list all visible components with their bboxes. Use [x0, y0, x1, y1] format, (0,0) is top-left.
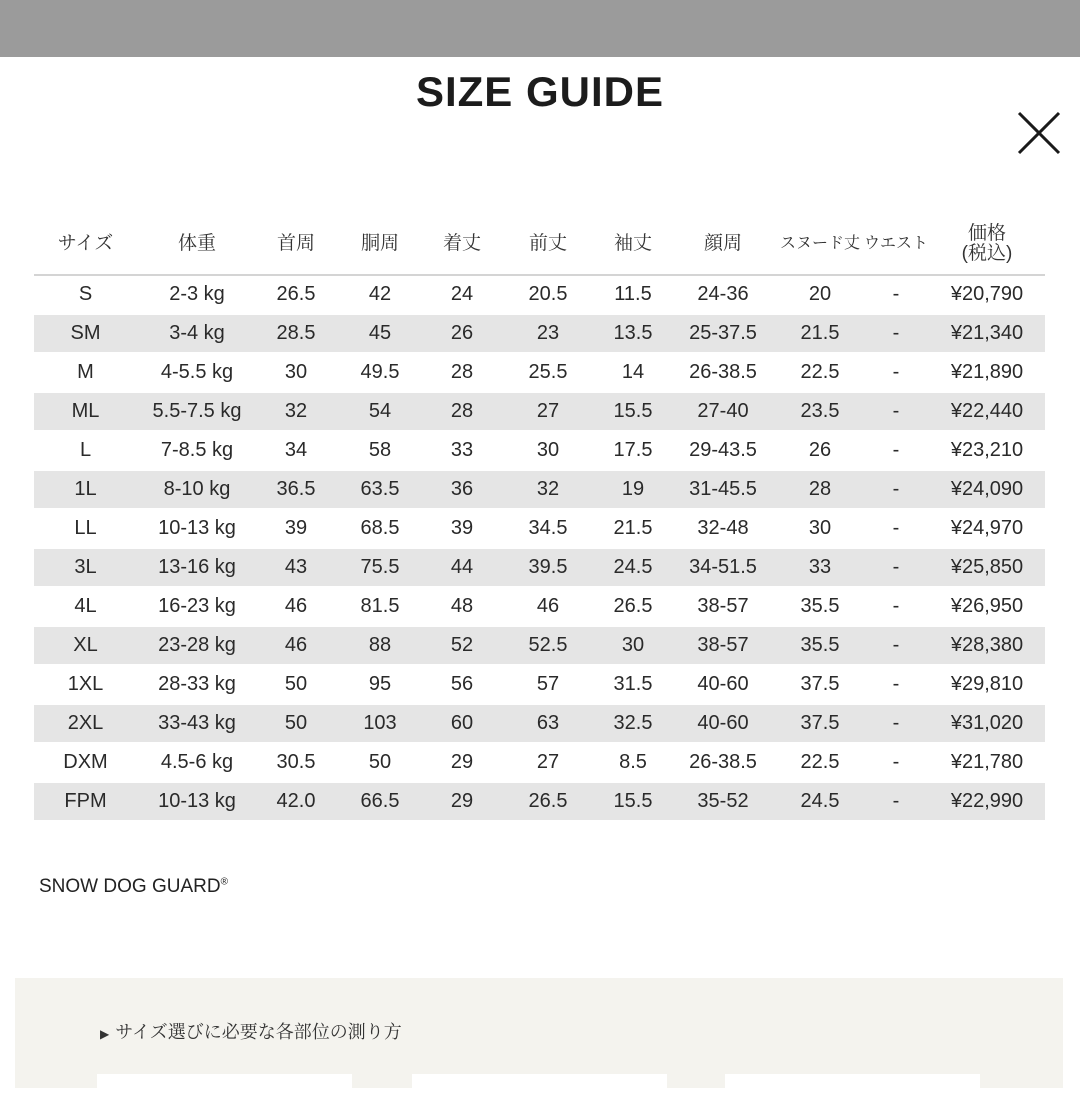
table-cell: 27-40 [669, 392, 777, 431]
table-cell: 13-16 kg [137, 548, 257, 587]
table-row [34, 587, 1045, 626]
table-cell: M [34, 353, 137, 392]
table-cell: 38-57 [669, 626, 777, 665]
table-row [34, 704, 1045, 743]
guide-card[interactable] [97, 1074, 352, 1094]
table-cell: L [34, 431, 137, 470]
table-header-row [34, 214, 1045, 275]
table-cell: 15.5 [597, 392, 669, 431]
table-cell: 15.5 [597, 782, 669, 820]
table-row [34, 431, 1045, 470]
table-cell: DXM [34, 743, 137, 782]
table-cell: SM [34, 314, 137, 353]
table-cell: 36.5 [257, 470, 335, 509]
table-cell: 44 [425, 548, 499, 587]
table-cell: ¥28,380 [929, 626, 1045, 665]
table-cell: 33-43 kg [137, 704, 257, 743]
column-header: 体重 [137, 214, 257, 275]
table-cell: 3L [34, 548, 137, 587]
table-cell: 34-51.5 [669, 548, 777, 587]
measurement-panel [15, 978, 1063, 1088]
table-cell: 88 [335, 626, 425, 665]
table-cell: 24 [425, 275, 499, 314]
table-cell: 23-28 kg [137, 626, 257, 665]
table-cell: 60 [425, 704, 499, 743]
table-cell: 1L [34, 470, 137, 509]
table-cell: 29-43.5 [669, 431, 777, 470]
column-header: ウエスト [863, 214, 929, 275]
table-cell: 33 [425, 431, 499, 470]
table-cell: 31-45.5 [669, 470, 777, 509]
table-cell: 95 [335, 665, 425, 704]
table-cell: 4.5-6 kg [137, 743, 257, 782]
table-cell: 29 [425, 782, 499, 820]
table-cell: ¥20,790 [929, 275, 1045, 314]
table-cell: 81.5 [335, 587, 425, 626]
size-table [34, 214, 1045, 820]
table-cell: LL [34, 509, 137, 548]
table-cell: 20 [777, 275, 863, 314]
table-cell: 26-38.5 [669, 353, 777, 392]
table-cell: - [863, 314, 929, 353]
table-cell: - [863, 392, 929, 431]
table-cell: ¥24,090 [929, 470, 1045, 509]
table-cell: 24.5 [597, 548, 669, 587]
table-cell: 16-23 kg [137, 587, 257, 626]
table-cell: 26 [777, 431, 863, 470]
table-row [34, 782, 1045, 820]
table-cell: 39 [425, 509, 499, 548]
table-cell: 36 [425, 470, 499, 509]
table-cell: 57 [499, 665, 597, 704]
table-cell: 3-4 kg [137, 314, 257, 353]
table-cell: - [863, 431, 929, 470]
column-header: 胴周 [335, 214, 425, 275]
table-cell: 58 [335, 431, 425, 470]
brand-name [39, 876, 228, 898]
table-cell: 8-10 kg [137, 470, 257, 509]
table-cell: 13.5 [597, 314, 669, 353]
table-cell: 39 [257, 509, 335, 548]
table-cell: - [863, 743, 929, 782]
table-cell: 75.5 [335, 548, 425, 587]
table-cell: 52.5 [499, 626, 597, 665]
table-cell: 21.5 [777, 314, 863, 353]
table-cell: 1XL [34, 665, 137, 704]
table-cell: 28 [425, 392, 499, 431]
table-cell: 50 [335, 743, 425, 782]
table-cell: 35.5 [777, 587, 863, 626]
measurement-guide-label: サイズ選びに必要な各部位の測り方 [115, 1022, 402, 1042]
brand-label: SNOW DOG GUARD [39, 876, 221, 897]
table-cell: 29 [425, 743, 499, 782]
table-cell: 17.5 [597, 431, 669, 470]
table-cell: ¥29,810 [929, 665, 1045, 704]
table-cell: 4-5.5 kg [137, 353, 257, 392]
table-cell: 24-36 [669, 275, 777, 314]
table-cell: ¥21,780 [929, 743, 1045, 782]
table-cell: 50 [257, 665, 335, 704]
table-cell: 30.5 [257, 743, 335, 782]
table-cell: 43 [257, 548, 335, 587]
table-cell: 68.5 [335, 509, 425, 548]
table-cell: 30 [597, 626, 669, 665]
table-cell: ¥26,950 [929, 587, 1045, 626]
table-cell: 34.5 [499, 509, 597, 548]
table-cell: 28 [777, 470, 863, 509]
table-cell: 14 [597, 353, 669, 392]
table-cell: - [863, 665, 929, 704]
table-cell: ¥24,970 [929, 509, 1045, 548]
table-cell: 23 [499, 314, 597, 353]
table-cell: 26-38.5 [669, 743, 777, 782]
table-cell: 7-8.5 kg [137, 431, 257, 470]
table-row [34, 548, 1045, 587]
table-cell: 38-57 [669, 587, 777, 626]
table-cell: 40-60 [669, 704, 777, 743]
table-cell: 32-48 [669, 509, 777, 548]
table-cell: 46 [257, 587, 335, 626]
table-cell: 52 [425, 626, 499, 665]
table-cell: 42 [335, 275, 425, 314]
table-cell: 46 [257, 626, 335, 665]
table-cell: 26 [425, 314, 499, 353]
column-header: 首周 [257, 214, 335, 275]
table-row [34, 314, 1045, 353]
table-cell: ¥21,890 [929, 353, 1045, 392]
triangle-right-icon: ▶ [100, 1027, 110, 1041]
table-cell: 28-33 kg [137, 665, 257, 704]
table-cell: ¥22,440 [929, 392, 1045, 431]
table-cell: 46 [499, 587, 597, 626]
table-cell: 42.0 [257, 782, 335, 820]
table-cell: 22.5 [777, 353, 863, 392]
table-cell: 32 [499, 470, 597, 509]
table-cell: 10-13 kg [137, 782, 257, 820]
table-cell: 2-3 kg [137, 275, 257, 314]
table-cell: ¥31,020 [929, 704, 1045, 743]
table-cell: XL [34, 626, 137, 665]
column-header: 袖丈 [597, 214, 669, 275]
table-cell: 26.5 [257, 275, 335, 314]
table-cell: ML [34, 392, 137, 431]
table-cell: 30 [777, 509, 863, 548]
table-cell: 31.5 [597, 665, 669, 704]
table-cell: 32.5 [597, 704, 669, 743]
table-cell: 8.5 [597, 743, 669, 782]
table-cell: 103 [335, 704, 425, 743]
table-cell: - [863, 626, 929, 665]
table-cell: 23.5 [777, 392, 863, 431]
table-cell: 27 [499, 743, 597, 782]
table-row [34, 470, 1045, 509]
table-cell: 5.5-7.5 kg [137, 392, 257, 431]
table-cell: 35.5 [777, 626, 863, 665]
table-row [34, 275, 1045, 314]
table-cell: 25.5 [499, 353, 597, 392]
table-cell: 32 [257, 392, 335, 431]
guide-card[interactable] [725, 1074, 980, 1094]
table-cell: 49.5 [335, 353, 425, 392]
table-cell: 37.5 [777, 665, 863, 704]
table-cell: 40-60 [669, 665, 777, 704]
column-header: 着丈 [425, 214, 499, 275]
table-cell: 19 [597, 470, 669, 509]
table-cell: ¥21,340 [929, 314, 1045, 353]
table-cell: 20.5 [499, 275, 597, 314]
table-cell: - [863, 470, 929, 509]
table-cell: 39.5 [499, 548, 597, 587]
table-cell: - [863, 704, 929, 743]
table-cell: 37.5 [777, 704, 863, 743]
table-cell: 4L [34, 587, 137, 626]
table-row [34, 743, 1045, 782]
table-cell: 22.5 [777, 743, 863, 782]
table-cell: - [863, 275, 929, 314]
table-cell: 34 [257, 431, 335, 470]
table-cell: FPM [34, 782, 137, 820]
table-cell: 63.5 [335, 470, 425, 509]
table-cell: - [863, 548, 929, 587]
table-row [34, 392, 1045, 431]
table-cell: 30 [499, 431, 597, 470]
table-cell: 28.5 [257, 314, 335, 353]
column-header: 価格 (税込) [929, 214, 1045, 275]
table-cell: 24.5 [777, 782, 863, 820]
table-cell: - [863, 782, 929, 820]
table-cell: 45 [335, 314, 425, 353]
table-cell: 27 [499, 392, 597, 431]
table-cell: 21.5 [597, 509, 669, 548]
table-cell: ¥23,210 [929, 431, 1045, 470]
table-cell: 30 [257, 353, 335, 392]
table-cell: - [863, 509, 929, 548]
table-cell: S [34, 275, 137, 314]
table-cell: 10-13 kg [137, 509, 257, 548]
table-cell: 2XL [34, 704, 137, 743]
table-cell: 11.5 [597, 275, 669, 314]
table-cell: 26.5 [597, 587, 669, 626]
table-cell: ¥25,850 [929, 548, 1045, 587]
table-cell: 33 [777, 548, 863, 587]
close-button[interactable] [1014, 108, 1064, 158]
table-cell: 26.5 [499, 782, 597, 820]
table-cell: 48 [425, 587, 499, 626]
table-cell: 50 [257, 704, 335, 743]
close-icon [1014, 108, 1064, 158]
column-header: サイズ [34, 214, 137, 275]
table-row [34, 665, 1045, 704]
table-cell: - [863, 353, 929, 392]
table-cell: 28 [425, 353, 499, 392]
table-cell: - [863, 587, 929, 626]
guide-card[interactable] [412, 1074, 667, 1094]
column-header: 顔周 [669, 214, 777, 275]
table-cell: 54 [335, 392, 425, 431]
table-row [34, 626, 1045, 665]
table-cell: 66.5 [335, 782, 425, 820]
table-cell: 56 [425, 665, 499, 704]
registered-mark: ® [220, 876, 228, 888]
column-header: 前丈 [499, 214, 597, 275]
measurement-guide-toggle[interactable] [100, 1018, 402, 1044]
table-row [34, 353, 1045, 392]
table-cell: 35-52 [669, 782, 777, 820]
page-title: SIZE GUIDE [415, 68, 665, 115]
table-cell: 63 [499, 704, 597, 743]
top-bar [0, 0, 1080, 57]
table-cell: ¥22,990 [929, 782, 1045, 820]
column-header: スヌード丈 [777, 214, 863, 275]
table-cell: 25-37.5 [669, 314, 777, 353]
table-row [34, 509, 1045, 548]
